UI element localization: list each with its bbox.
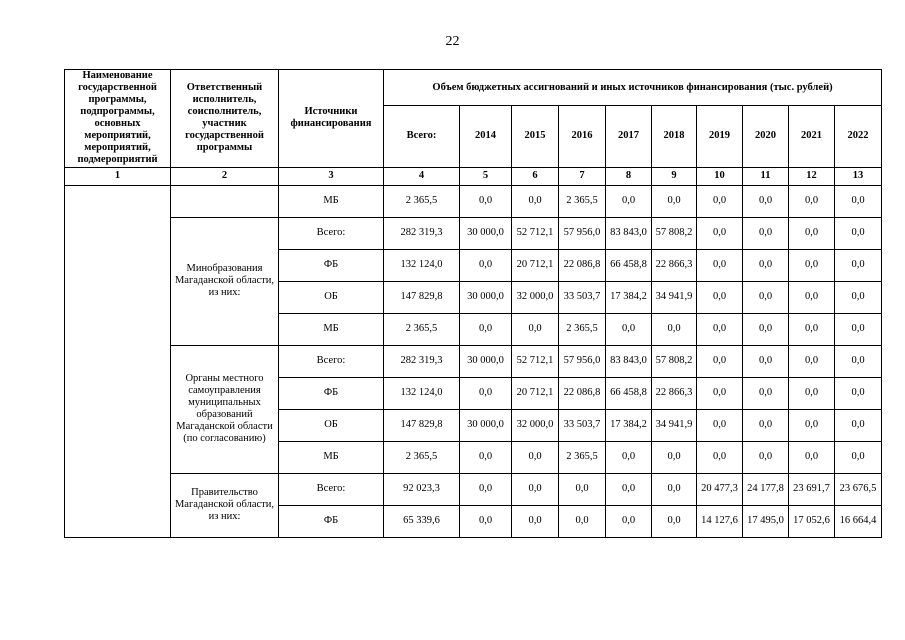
- year-value-cell: 0,0: [697, 441, 743, 473]
- column-index-cell: 1: [65, 167, 171, 185]
- year-value-cell: 0,0: [835, 249, 882, 281]
- column-index-cell: 7: [559, 167, 606, 185]
- year-value-cell: 22 866,3: [652, 249, 697, 281]
- header-year: 2015: [512, 106, 559, 167]
- table-row: [65, 185, 882, 217]
- year-value-cell: 23 691,7: [789, 473, 835, 505]
- year-value-cell: 0,0: [835, 313, 882, 345]
- year-value-cell: 52 712,1: [512, 345, 559, 377]
- year-value-cell: 22 086,8: [559, 377, 606, 409]
- year-value-cell: 0,0: [460, 505, 512, 537]
- header-volume: Объем бюджетных ассигнований и иных источников финансирования (тыс. рублей): [384, 70, 882, 106]
- year-value-cell: 2 365,5: [559, 313, 606, 345]
- total-value-cell: 132 124,0: [384, 249, 460, 281]
- year-value-cell: 0,0: [835, 281, 882, 313]
- year-value-cell: 0,0: [697, 217, 743, 249]
- total-value-cell: 282 319,3: [384, 345, 460, 377]
- year-value-cell: 20 712,1: [512, 377, 559, 409]
- year-value-cell: 0,0: [789, 217, 835, 249]
- year-value-cell: 0,0: [789, 281, 835, 313]
- year-value-cell: 0,0: [743, 409, 789, 441]
- total-value-cell: 282 319,3: [384, 217, 460, 249]
- year-value-cell: 0,0: [697, 377, 743, 409]
- year-value-cell: 0,0: [652, 441, 697, 473]
- source-cell: ФБ: [279, 377, 384, 409]
- year-value-cell: 0,0: [789, 441, 835, 473]
- year-value-cell: 14 127,6: [697, 505, 743, 537]
- source-cell: МБ: [279, 185, 384, 217]
- total-value-cell: 2 365,5: [384, 313, 460, 345]
- year-value-cell: 0,0: [835, 377, 882, 409]
- year-value-cell: 30 000,0: [460, 345, 512, 377]
- executor-cell: [171, 185, 279, 217]
- year-value-cell: 57 956,0: [559, 217, 606, 249]
- year-value-cell: 0,0: [835, 217, 882, 249]
- year-value-cell: 0,0: [652, 473, 697, 505]
- total-value-cell: 132 124,0: [384, 377, 460, 409]
- year-value-cell: 0,0: [743, 217, 789, 249]
- year-value-cell: 0,0: [835, 409, 882, 441]
- column-index-cell: 10: [697, 167, 743, 185]
- year-value-cell: 0,0: [789, 377, 835, 409]
- year-value-cell: 0,0: [789, 249, 835, 281]
- year-value-cell: 0,0: [559, 473, 606, 505]
- header-year: 2019: [697, 106, 743, 167]
- executor-cell: Минобразования Магаданской области, из них:: [171, 217, 279, 345]
- year-value-cell: 34 941,9: [652, 409, 697, 441]
- year-value-cell: 52 712,1: [512, 217, 559, 249]
- year-value-cell: 0,0: [559, 505, 606, 537]
- year-value-cell: 2 365,5: [559, 185, 606, 217]
- year-value-cell: 0,0: [743, 249, 789, 281]
- year-value-cell: 83 843,0: [606, 217, 652, 249]
- year-value-cell: 0,0: [789, 185, 835, 217]
- column-index-cell: 13: [835, 167, 882, 185]
- year-value-cell: 0,0: [743, 281, 789, 313]
- year-value-cell: 0,0: [743, 345, 789, 377]
- total-value-cell: 147 829,8: [384, 281, 460, 313]
- year-value-cell: 32 000,0: [512, 281, 559, 313]
- year-value-cell: 0,0: [835, 345, 882, 377]
- executor-cell: Правительство Магаданской области, из них:: [171, 473, 279, 537]
- year-value-cell: 0,0: [789, 345, 835, 377]
- column-index-cell: 8: [606, 167, 652, 185]
- header-year: 2021: [789, 106, 835, 167]
- source-cell: Всего:: [279, 473, 384, 505]
- year-value-cell: 0,0: [743, 441, 789, 473]
- year-value-cell: 0,0: [512, 185, 559, 217]
- header-total: Всего:: [384, 106, 460, 167]
- year-value-cell: 0,0: [460, 441, 512, 473]
- year-value-cell: 0,0: [835, 441, 882, 473]
- year-value-cell: 0,0: [652, 185, 697, 217]
- year-value-cell: 30 000,0: [460, 409, 512, 441]
- year-value-cell: 17 384,2: [606, 281, 652, 313]
- year-value-cell: 0,0: [697, 249, 743, 281]
- year-value-cell: 0,0: [697, 345, 743, 377]
- year-value-cell: 0,0: [460, 249, 512, 281]
- column-index-cell: 11: [743, 167, 789, 185]
- year-value-cell: 0,0: [606, 441, 652, 473]
- page-number: 22: [445, 34, 460, 49]
- column-index-cell: 6: [512, 167, 559, 185]
- year-value-cell: 20 477,3: [697, 473, 743, 505]
- year-value-cell: 30 000,0: [460, 217, 512, 249]
- header-name: Наименование государственной программы, подпрограммы, основных мероприятий, мероприятий, подмероприятий: [65, 70, 171, 168]
- program-name-cell: [65, 185, 171, 537]
- year-value-cell: 0,0: [512, 313, 559, 345]
- source-cell: МБ: [279, 313, 384, 345]
- year-value-cell: 0,0: [606, 473, 652, 505]
- header-year: 2014: [460, 106, 512, 167]
- year-value-cell: 22 866,3: [652, 377, 697, 409]
- total-value-cell: 147 829,8: [384, 409, 460, 441]
- year-value-cell: 0,0: [789, 409, 835, 441]
- header-year: 2016: [559, 106, 606, 167]
- source-cell: Всего:: [279, 345, 384, 377]
- year-value-cell: 0,0: [697, 185, 743, 217]
- year-value-cell: 0,0: [460, 185, 512, 217]
- year-value-cell: 0,0: [743, 377, 789, 409]
- header-executor: Ответственный исполнитель, соисполнитель, участник государственной программы: [171, 70, 279, 168]
- year-value-cell: 30 000,0: [460, 281, 512, 313]
- source-cell: ОБ: [279, 409, 384, 441]
- year-value-cell: 33 503,7: [559, 409, 606, 441]
- year-value-cell: 57 808,2: [652, 345, 697, 377]
- source-cell: Всего:: [279, 217, 384, 249]
- year-value-cell: 0,0: [606, 505, 652, 537]
- year-value-cell: 0,0: [697, 313, 743, 345]
- column-index-cell: 9: [652, 167, 697, 185]
- year-value-cell: 16 664,4: [835, 505, 882, 537]
- year-value-cell: 0,0: [606, 313, 652, 345]
- budget-table: [64, 69, 882, 538]
- source-cell: МБ: [279, 441, 384, 473]
- header-year: 2018: [652, 106, 697, 167]
- source-cell: ФБ: [279, 505, 384, 537]
- header-year: 2022: [835, 106, 882, 167]
- year-value-cell: 34 941,9: [652, 281, 697, 313]
- year-value-cell: 0,0: [460, 377, 512, 409]
- year-value-cell: 0,0: [606, 185, 652, 217]
- column-index-row: [65, 167, 882, 185]
- year-value-cell: 0,0: [652, 505, 697, 537]
- year-value-cell: 17 052,6: [789, 505, 835, 537]
- year-value-cell: 2 365,5: [559, 441, 606, 473]
- year-value-cell: 20 712,1: [512, 249, 559, 281]
- year-value-cell: 0,0: [743, 185, 789, 217]
- year-value-cell: 66 458,8: [606, 249, 652, 281]
- year-value-cell: 0,0: [512, 473, 559, 505]
- year-value-cell: 0,0: [512, 505, 559, 537]
- table-row: [65, 473, 882, 505]
- table-row: [65, 345, 882, 377]
- year-value-cell: 24 177,8: [743, 473, 789, 505]
- column-index-cell: 3: [279, 167, 384, 185]
- total-value-cell: 2 365,5: [384, 441, 460, 473]
- year-value-cell: 0,0: [697, 409, 743, 441]
- year-value-cell: 0,0: [652, 313, 697, 345]
- header-sources: Источники финансирования: [279, 70, 384, 168]
- year-value-cell: 0,0: [460, 313, 512, 345]
- year-value-cell: 32 000,0: [512, 409, 559, 441]
- total-value-cell: 92 023,3: [384, 473, 460, 505]
- year-value-cell: 17 495,0: [743, 505, 789, 537]
- year-value-cell: 22 086,8: [559, 249, 606, 281]
- column-index-cell: 4: [384, 167, 460, 185]
- total-value-cell: 65 339,6: [384, 505, 460, 537]
- year-value-cell: 0,0: [835, 185, 882, 217]
- source-cell: ОБ: [279, 281, 384, 313]
- table-body: [65, 185, 882, 537]
- year-value-cell: 0,0: [743, 313, 789, 345]
- column-index-cell: 5: [460, 167, 512, 185]
- executor-cell: Органы местного самоуправления муниципальных образований Магаданской области (по согласованию): [171, 345, 279, 473]
- total-value-cell: 2 365,5: [384, 185, 460, 217]
- year-value-cell: 66 458,8: [606, 377, 652, 409]
- column-index-cell: 2: [171, 167, 279, 185]
- year-value-cell: 83 843,0: [606, 345, 652, 377]
- year-value-cell: 33 503,7: [559, 281, 606, 313]
- table-row: [65, 217, 882, 249]
- year-value-cell: 0,0: [460, 473, 512, 505]
- year-value-cell: 0,0: [789, 313, 835, 345]
- year-value-cell: 57 808,2: [652, 217, 697, 249]
- year-value-cell: 17 384,2: [606, 409, 652, 441]
- column-index-cell: 12: [789, 167, 835, 185]
- header-year: 2020: [743, 106, 789, 167]
- year-value-cell: 23 676,5: [835, 473, 882, 505]
- year-value-cell: 0,0: [697, 281, 743, 313]
- year-value-cell: 57 956,0: [559, 345, 606, 377]
- source-cell: ФБ: [279, 249, 384, 281]
- header-year: 2017: [606, 106, 652, 167]
- year-value-cell: 0,0: [512, 441, 559, 473]
